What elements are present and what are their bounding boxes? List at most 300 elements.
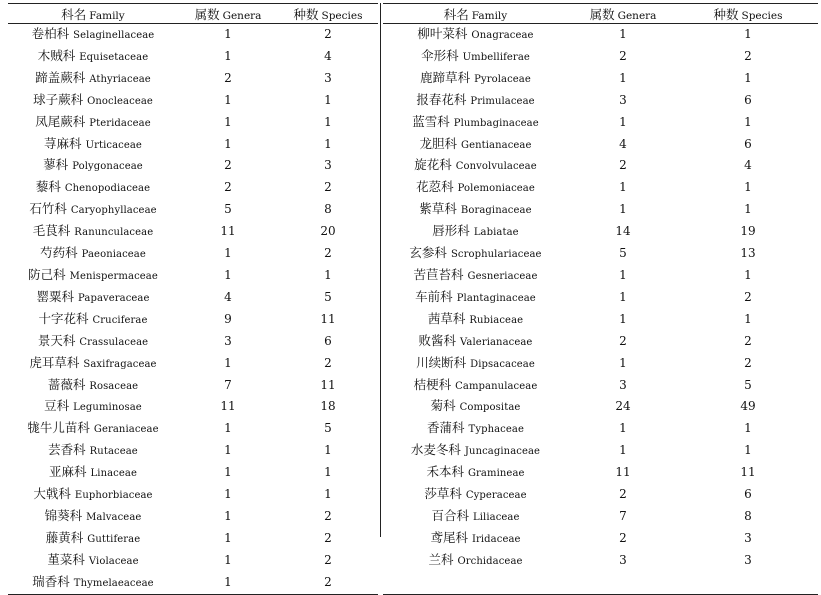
- family-chinese-name: 蹄盖蕨科: [35, 69, 86, 85]
- genera-count: 3: [619, 377, 627, 392]
- genera-count: 11: [615, 465, 631, 480]
- family-chinese-name: 鹿蹄草科: [420, 69, 471, 85]
- species-count: 6: [744, 136, 752, 151]
- table-row: [383, 331, 818, 353]
- species-count: 3: [744, 552, 752, 567]
- family-latin-name: Gesneriaceae: [467, 270, 538, 282]
- family-chinese-name: 报春花科: [416, 91, 467, 107]
- family-latin-name: Pyrolaceae: [474, 73, 531, 85]
- family-latin-name: Euphorbiaceae: [74, 490, 153, 502]
- species-count: 2: [324, 27, 332, 41]
- genera-count: 1: [619, 289, 627, 304]
- family-latin-name: Cruciferae: [92, 314, 148, 326]
- genera-count: 1: [224, 487, 232, 502]
- family-cell: [383, 572, 568, 594]
- family-chinese-name: 藜科: [35, 179, 61, 195]
- species-count: [678, 572, 818, 594]
- species-count: 1: [744, 311, 752, 326]
- genera-count: 1: [224, 465, 232, 480]
- family-chinese-name: 菊科: [430, 398, 456, 414]
- family-chinese-name: 苦苣苔科: [413, 266, 464, 282]
- family-cell: [383, 462, 568, 484]
- family-cell: [383, 353, 568, 375]
- genera-count: 7: [224, 377, 232, 392]
- genera-count: [568, 572, 678, 594]
- table-row: [383, 243, 818, 265]
- species-count: 6: [744, 92, 752, 107]
- family-latin-name: Leguminosae: [73, 402, 142, 414]
- family-latin-name: Rubiaceae: [469, 314, 524, 326]
- genera-count: 2: [224, 158, 232, 173]
- genera-count: 14: [615, 224, 631, 239]
- family-chinese-name: 蔷薇科: [47, 376, 86, 392]
- table-row: [383, 309, 818, 331]
- species-count: 4: [324, 48, 332, 63]
- table-row: [8, 287, 378, 309]
- family-latin-name: Plumbaginaceae: [453, 117, 539, 129]
- family-chinese-name: 凤尾蕨科: [35, 113, 86, 129]
- right-panel: [383, 3, 818, 595]
- family-latin-name: Orchidaceae: [457, 555, 523, 567]
- species-count: 49: [740, 399, 756, 414]
- family-chinese-name: 芍药科: [40, 245, 78, 261]
- column-divider: [380, 3, 381, 537]
- family-latin-name: Guttiferae: [87, 533, 141, 545]
- genera-count: 1: [178, 572, 278, 594]
- family-latin-name: Caryophyllaceae: [70, 205, 157, 217]
- family-chinese-name: 川续断科: [416, 354, 467, 370]
- table-row: [383, 134, 818, 156]
- species-count: 1: [744, 443, 752, 458]
- table-row: [383, 353, 818, 375]
- genera-count: 1: [224, 355, 232, 370]
- genera-count: 1: [224, 246, 232, 261]
- family-cell: [8, 396, 178, 418]
- genera-count: 1: [619, 443, 627, 458]
- species-count: 13: [740, 246, 756, 261]
- table-row: [383, 396, 818, 418]
- genera-count: 5: [619, 246, 627, 261]
- family-latin-name: Polemoniaceae: [457, 183, 535, 195]
- table-row: [8, 199, 378, 221]
- family-latin-name: Geraniaceae: [93, 424, 159, 436]
- right-table: [383, 3, 818, 595]
- species-count: 1: [324, 487, 332, 502]
- table-row: [8, 353, 378, 375]
- table-row: [383, 46, 818, 68]
- genera-count: 1: [224, 267, 232, 282]
- family-latin-name: Plantaginaceae: [456, 292, 536, 304]
- species-count: 18: [320, 399, 336, 414]
- family-cell: [8, 572, 178, 594]
- family-latin-name: Equisetaceae: [79, 51, 149, 63]
- family-cell: [383, 134, 568, 156]
- table-row: [383, 375, 818, 397]
- family-latin-name: Primulaceae: [470, 95, 535, 107]
- table-row: [383, 440, 818, 462]
- species-count: 11: [320, 311, 336, 326]
- table-row: [8, 396, 378, 418]
- family-latin-name: Urticaceae: [85, 139, 142, 151]
- family-chinese-name: 石竹科: [29, 201, 67, 217]
- family-latin-name: Labiatae: [473, 227, 519, 239]
- genera-count: 1: [619, 311, 627, 326]
- family-latin-name: Thymelaeaceae: [73, 577, 154, 589]
- table-row: [8, 24, 378, 46]
- family-latin-name: Gentianaceae: [460, 139, 532, 151]
- table-row: [8, 90, 378, 112]
- species-count: 2: [278, 572, 378, 594]
- family-chinese-name: 荨麻科: [44, 135, 82, 151]
- family-latin-name: Umbelliferae: [462, 51, 530, 63]
- family-latin-name: Chenopodiaceae: [64, 183, 151, 195]
- family-latin-name: Dipsacaceae: [470, 358, 535, 370]
- species-count: 2: [744, 289, 752, 304]
- family-chinese-name: 旋花科: [414, 157, 452, 173]
- species-count: 1: [324, 465, 332, 480]
- family-chinese-name: 百合科: [431, 507, 469, 523]
- species-count: 11: [740, 465, 756, 480]
- family-cell: [383, 155, 568, 177]
- family-cell: [383, 46, 568, 68]
- family-cell: [383, 418, 568, 440]
- family-latin-name: Juncaginaceae: [464, 446, 541, 458]
- species-count: 1: [744, 70, 752, 85]
- family-chinese-name: 牻牛儿苗科: [27, 420, 90, 436]
- family-chinese-name: 桔梗科: [413, 376, 452, 392]
- table-row: [383, 199, 818, 221]
- family-latin-name: Saxifragaceae: [83, 358, 157, 370]
- family-cell: [383, 24, 568, 46]
- species-count: 1: [324, 267, 332, 282]
- species-count: 1: [744, 180, 752, 195]
- genera-count: 1: [619, 355, 627, 370]
- table-row: [383, 418, 818, 440]
- left-table-body: [8, 24, 378, 595]
- family-latin-name: Iridaceae: [471, 533, 521, 545]
- header-row: [8, 4, 378, 24]
- family-chinese-name: 亚麻科: [49, 464, 87, 480]
- species-count: 3: [744, 530, 752, 545]
- table-row: [8, 177, 378, 199]
- family-chinese-name: 大戟科: [33, 486, 71, 502]
- genera-count: 24: [615, 399, 631, 414]
- species-count: 2: [744, 48, 752, 63]
- family-latin-name: Menispermaceae: [69, 270, 158, 282]
- family-cell: [8, 221, 178, 243]
- species-count: 2: [324, 180, 332, 195]
- family-cell: [383, 199, 568, 221]
- family-cell: [8, 46, 178, 68]
- table-row: [383, 572, 818, 594]
- family-chinese-name: 败酱科: [418, 332, 457, 348]
- family-cell: [383, 484, 568, 506]
- family-latin-name: Rutaceae: [89, 446, 138, 458]
- family-cell: [383, 112, 568, 134]
- family-cell: [8, 112, 178, 134]
- genera-count: 1: [224, 530, 232, 545]
- family-cell: [8, 418, 178, 440]
- family-cell: [8, 155, 178, 177]
- family-cell: [383, 309, 568, 331]
- family-latin-name: Selaginellaceae: [73, 30, 155, 41]
- table-row: [383, 462, 818, 484]
- table-row: [8, 528, 378, 550]
- family-cell: [8, 24, 178, 46]
- genera-header: 属数 Genera: [568, 4, 678, 24]
- family-table: [8, 0, 818, 589]
- family-chinese-name: 唇形科: [432, 223, 470, 239]
- genera-count: 1: [224, 508, 232, 523]
- family-chinese-name: 堇菜科: [47, 551, 85, 567]
- family-chinese-name: 豆科: [44, 398, 70, 414]
- family-cell: [8, 177, 178, 199]
- genera-count: 1: [224, 443, 232, 458]
- family-cell: [8, 462, 178, 484]
- family-latin-name: Ranunculaceae: [74, 227, 154, 239]
- genera-count: 1: [619, 27, 627, 41]
- species-count: 19: [740, 224, 756, 239]
- family-cell: [383, 177, 568, 199]
- family-chinese-name: 球子蕨科: [33, 91, 84, 107]
- species-count: 1: [324, 114, 332, 129]
- family-chinese-name: 水麦冬科: [410, 442, 461, 458]
- table-row: [8, 418, 378, 440]
- family-cell: [8, 287, 178, 309]
- family-cell: [8, 528, 178, 550]
- left-panel: [8, 3, 378, 595]
- table-row: [8, 68, 378, 90]
- species-count: 1: [324, 92, 332, 107]
- family-cell: [8, 309, 178, 331]
- genera-count: 1: [224, 92, 232, 107]
- table-row: [383, 221, 818, 243]
- genera-count: 1: [224, 48, 232, 63]
- family-chinese-name: 十字花科: [38, 310, 89, 326]
- table-row: [8, 221, 378, 243]
- family-cell: [383, 265, 568, 287]
- genera-count: 2: [619, 530, 627, 545]
- family-latin-name: Onocleaceae: [87, 95, 153, 107]
- genera-count: 3: [619, 552, 627, 567]
- family-chinese-name: 锦葵科: [44, 507, 83, 523]
- table-row: [383, 550, 818, 572]
- genera-count: 2: [619, 333, 627, 348]
- family-cell: [383, 375, 568, 397]
- genera-count: 1: [224, 552, 232, 567]
- table-row: [383, 155, 818, 177]
- family-latin-name: Rosaceae: [89, 380, 139, 392]
- species-count: 5: [324, 289, 332, 304]
- family-cell: [8, 353, 178, 375]
- genera-count: 1: [224, 114, 232, 129]
- genera-count: 2: [619, 48, 627, 63]
- species-count: 1: [744, 27, 752, 41]
- species-count: 2: [324, 355, 332, 370]
- family-latin-name: Compositae: [459, 402, 521, 414]
- family-chinese-name: 瑞香科: [32, 573, 70, 589]
- family-cell: [383, 287, 568, 309]
- family-chinese-name: 罂粟科: [36, 288, 74, 304]
- table-row: [383, 112, 818, 134]
- species-count: 5: [324, 421, 332, 436]
- family-cell: [8, 243, 178, 265]
- family-latin-name: Linaceae: [90, 468, 137, 480]
- family-cell: [383, 506, 568, 528]
- family-chinese-name: 玄参科: [409, 245, 447, 261]
- family-latin-name: Gramineae: [467, 468, 525, 480]
- family-cell: [8, 134, 178, 156]
- family-chinese-name: 柳叶菜科: [417, 26, 468, 41]
- table-row: [8, 46, 378, 68]
- species-count: 1: [744, 267, 752, 282]
- table-row: [383, 177, 818, 199]
- family-chinese-name: 禾本科: [426, 464, 464, 480]
- family-chinese-name: 毛茛科: [32, 223, 71, 239]
- species-header: 种数 Species: [678, 4, 818, 24]
- table-row: [8, 550, 378, 572]
- table-row: [383, 528, 818, 550]
- family-chinese-name: 蓝雪科: [412, 113, 450, 129]
- family-cell: [383, 90, 568, 112]
- family-chinese-name: 紫草科: [419, 201, 457, 217]
- family-chinese-name: 防己科: [28, 266, 66, 282]
- table-row: [383, 484, 818, 506]
- table-row: [8, 112, 378, 134]
- family-chinese-name: 兰科: [428, 551, 454, 567]
- family-chinese-name: 虎耳草科: [29, 354, 80, 370]
- family-cell: [383, 440, 568, 462]
- species-count: 3: [324, 158, 332, 173]
- species-count: 1: [744, 202, 752, 217]
- table-row: [8, 331, 378, 353]
- family-chinese-name: 景天科: [37, 332, 76, 348]
- family-cell: [8, 375, 178, 397]
- table-row: [8, 506, 378, 528]
- genera-count: 3: [224, 333, 232, 348]
- genera-count: 1: [619, 267, 627, 282]
- species-count: 8: [744, 508, 752, 523]
- species-count: 1: [324, 136, 332, 151]
- genera-count: 5: [224, 202, 232, 217]
- species-count: 6: [744, 487, 752, 502]
- genera-count: 1: [224, 136, 232, 151]
- family-latin-name: Violaceae: [88, 555, 139, 567]
- family-latin-name: Campanulaceae: [455, 380, 538, 392]
- family-cell: [383, 68, 568, 90]
- table-row: [8, 484, 378, 506]
- species-count: 2: [744, 355, 752, 370]
- family-chinese-name: 藤黄科: [45, 529, 84, 545]
- genera-count: 1: [224, 421, 232, 436]
- family-chinese-name: 卷柏科: [31, 26, 70, 41]
- table-row: [383, 68, 818, 90]
- genera-count: 1: [619, 180, 627, 195]
- species-count: 2: [324, 552, 332, 567]
- family-latin-name: Pteridaceae: [89, 117, 151, 129]
- family-chinese-name: 龙胆科: [419, 135, 457, 151]
- table-row: [383, 265, 818, 287]
- genera-count: 2: [224, 70, 232, 85]
- table-row: [8, 155, 378, 177]
- genera-count: 7: [619, 508, 627, 523]
- table-row: [383, 506, 818, 528]
- species-count: 1: [744, 421, 752, 436]
- species-count: 2: [324, 508, 332, 523]
- family-latin-name: Paeoniaceae: [81, 249, 146, 261]
- table-row: [383, 24, 818, 46]
- genera-count: 9: [224, 311, 232, 326]
- family-chinese-name: 香蒲科: [427, 420, 465, 436]
- left-table: [8, 3, 378, 595]
- species-count: 1: [324, 443, 332, 458]
- table-row: [8, 265, 378, 287]
- family-latin-name: Crassulaceae: [79, 336, 149, 348]
- genera-count: 1: [619, 114, 627, 129]
- family-header: 科名 Family: [8, 4, 178, 24]
- table-row: [8, 572, 378, 594]
- family-latin-name: Liliaceae: [473, 511, 520, 523]
- family-cell: [383, 550, 568, 572]
- family-latin-name: Boraginaceae: [460, 205, 532, 217]
- family-latin-name: Valerianaceae: [460, 336, 533, 348]
- family-header: 科名 Family: [383, 4, 568, 24]
- family-latin-name: Onagraceae: [471, 30, 534, 41]
- genera-count: 2: [619, 158, 627, 173]
- family-cell: [8, 90, 178, 112]
- family-chinese-name: 芸香科: [48, 442, 86, 458]
- family-latin-name: Convolvulaceae: [455, 161, 537, 173]
- family-cell: [8, 331, 178, 353]
- species-count: 11: [320, 377, 336, 392]
- family-cell: [8, 199, 178, 221]
- family-chinese-name: 蓼科: [43, 157, 69, 173]
- species-count: 8: [324, 202, 332, 217]
- genera-count: 11: [220, 224, 236, 239]
- table-row: [8, 134, 378, 156]
- family-cell: [383, 528, 568, 550]
- species-count: 2: [324, 530, 332, 545]
- family-latin-name: Papaveraceae: [78, 292, 150, 304]
- table-row: [383, 90, 818, 112]
- family-chinese-name: 伞形科: [421, 47, 459, 63]
- family-latin-name: Malvaceae: [86, 511, 142, 523]
- family-cell: [8, 484, 178, 506]
- header-row: [383, 4, 818, 24]
- genera-count: 11: [220, 399, 236, 414]
- genera-count: 1: [619, 70, 627, 85]
- species-count: 6: [324, 333, 332, 348]
- genera-count: 1: [619, 421, 627, 436]
- family-cell: [383, 221, 568, 243]
- genera-count: 2: [224, 180, 232, 195]
- species-count: 2: [324, 246, 332, 261]
- family-cell: [8, 265, 178, 287]
- species-count: 2: [744, 333, 752, 348]
- family-latin-name: Cyperaceae: [465, 490, 527, 502]
- family-chinese-name: 车前科: [415, 288, 453, 304]
- family-cell: [383, 243, 568, 265]
- family-latin-name: Polygonaceae: [72, 161, 143, 173]
- table-row: [383, 287, 818, 309]
- genera-count: 4: [224, 289, 232, 304]
- genera-count: 1: [224, 27, 232, 41]
- species-count: 1: [744, 114, 752, 129]
- table-row: [8, 309, 378, 331]
- table-row: [8, 440, 378, 462]
- family-cell: [8, 440, 178, 462]
- family-latin-name: Athyriaceae: [89, 73, 151, 85]
